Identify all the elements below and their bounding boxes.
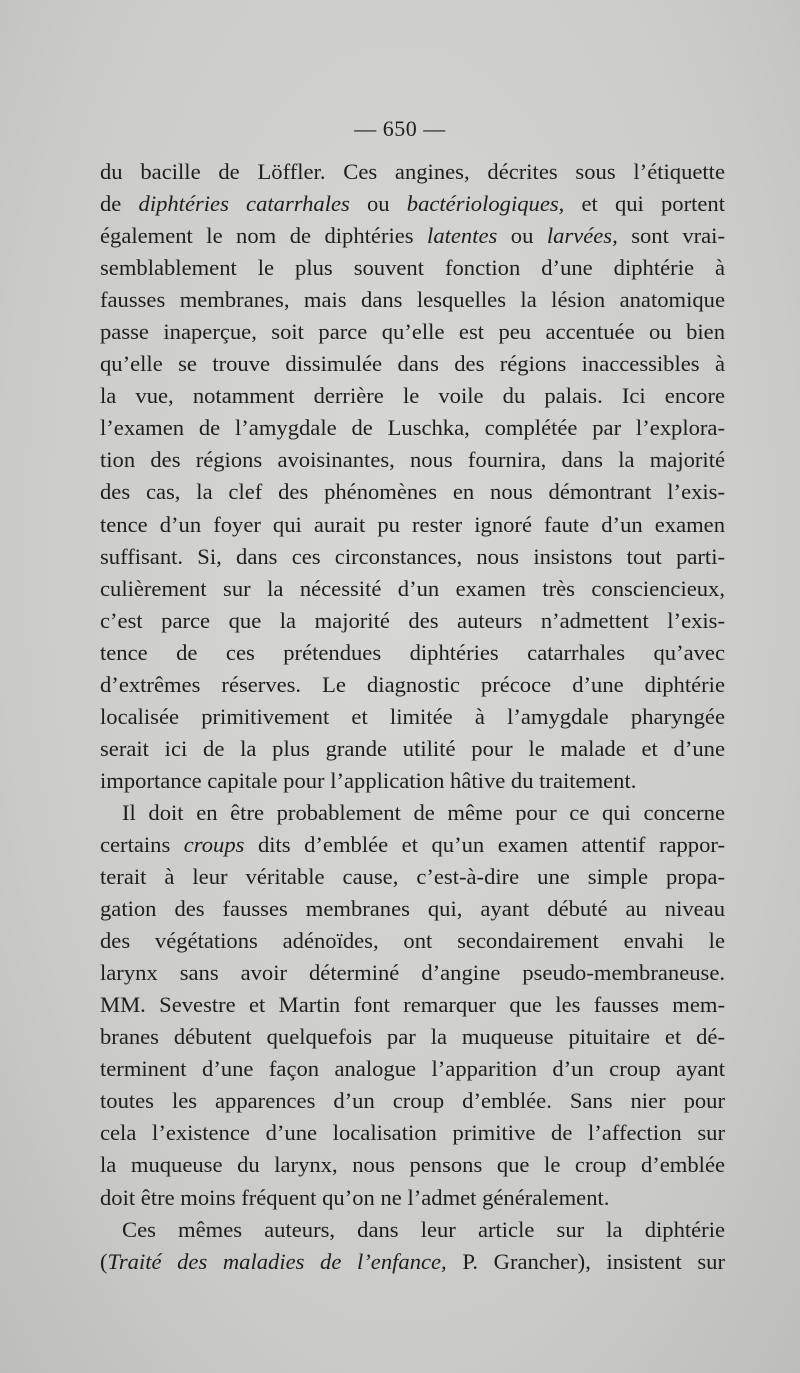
text-line <box>100 252 725 284</box>
text-run: des végétations adénoïdes, ont secondairement envahi le <box>100 928 725 954</box>
text-line <box>100 829 725 861</box>
text-run: larynx sans avoir déterminé d’angine pseudo-membraneuse. <box>100 960 725 986</box>
text-run: toutes les apparences d’un croup d’emblée. Sans nier pour <box>100 1088 725 1114</box>
text-run: serait ici de la plus grande utilité pour le malade et d’une <box>100 735 725 761</box>
text-line <box>100 348 725 380</box>
italic-run: croups <box>183 831 245 857</box>
text-run: importance capitale pour l’application hâtive du traitement. <box>100 767 637 793</box>
text-run: de <box>100 191 139 217</box>
text-line <box>100 989 725 1021</box>
text-line <box>100 765 725 797</box>
text-run: des cas, la clef des phénomènes en nous démontrant l’exis- <box>100 479 725 505</box>
text-line <box>100 957 725 989</box>
text-run: dits d’emblée et qu’un examen attentif rappor- <box>244 831 725 857</box>
text-run: terminent d’une façon analogue l’apparition d’un croup ayant <box>100 1056 725 1082</box>
text-line <box>100 220 725 252</box>
text-line <box>100 573 725 605</box>
text-run: culièrement sur la nécessité d’un examen très consciencieux, <box>100 575 725 601</box>
page-number: — 650 — <box>354 116 446 141</box>
text-line <box>100 1021 725 1053</box>
text-run: la muqueuse du larynx, nous pensons que le croup d’emblée <box>100 1152 725 1178</box>
text-line <box>100 509 725 541</box>
text-line <box>100 316 725 348</box>
text-run: Il doit en être probablement de même pour ce qui concerne <box>122 799 725 825</box>
text-line <box>100 1246 725 1278</box>
text-line <box>100 1117 725 1149</box>
text-line <box>100 1182 725 1214</box>
text-run: ou <box>349 191 407 217</box>
italic-run: Traité des maladies de l’enfance, <box>107 1248 447 1274</box>
text-line <box>100 541 725 573</box>
text-line <box>100 380 725 412</box>
italic-run: diphtéries catarrhales <box>138 191 350 217</box>
text-line <box>100 156 725 188</box>
text-line <box>100 669 725 701</box>
text-run: localisée primitivement et limitée à l’amygdale pharyngée <box>100 703 725 729</box>
text-run: tion des régions avoisinantes, nous fournira, dans la majorité <box>100 447 725 473</box>
text-run: également le nom de diphtéries <box>100 223 428 249</box>
text-line <box>100 1053 725 1085</box>
italic-run: bactériologiques, <box>406 191 565 217</box>
text-run: MM. Sevestre et Martin font remarquer que les fausses mem- <box>100 992 725 1018</box>
text-line <box>100 637 725 669</box>
text-line <box>100 188 725 220</box>
text-line <box>100 476 725 508</box>
text-run: tence de ces prétendues diphtéries catarrhales qu’avec <box>100 639 725 665</box>
text-run: certains <box>100 831 184 857</box>
text-run: fausses membranes, mais dans lesquelles la lésion anatomique <box>100 287 725 313</box>
text-run: passe inaperçue, soit parce qu’elle est peu accentuée ou bien <box>100 319 725 345</box>
text-run: P. Grancher), insistent sur <box>446 1248 726 1274</box>
text-run: qu’elle se trouve dissimulée dans des régions inaccessibles à <box>100 351 725 377</box>
text-run: terait à leur véritable cause, c’est-à-dire une simple propa- <box>100 864 725 890</box>
text-line <box>100 1149 725 1181</box>
text-line <box>100 1085 725 1117</box>
text-run: semblablement le plus souvent fonction d’une diphtérie à <box>100 255 725 281</box>
text-line <box>100 893 725 925</box>
text-run: ou <box>497 223 547 249</box>
text-line <box>100 701 725 733</box>
text-run: l’examen de l’amygdale de Luschka, complétée par l’explora- <box>100 415 725 441</box>
text-run: tence d’un foyer qui aurait pu rester ignoré faute d’un examen <box>100 511 725 537</box>
text-run: doit être moins fréquent qu’on ne l’admet généralement. <box>100 1184 610 1210</box>
text-line <box>100 1214 725 1246</box>
text-run: Ces mêmes auteurs, dans leur article sur la diphtérie <box>122 1216 725 1242</box>
text-line <box>100 444 725 476</box>
text-line <box>100 861 725 893</box>
text-run: d’extrêmes réserves. Le diagnostic précoce d’une diphtérie <box>100 671 725 697</box>
text-line <box>100 605 725 637</box>
text-run: suffisant. Si, dans ces circonstances, nous insistons tout parti- <box>100 543 725 569</box>
text-line <box>100 733 725 765</box>
text-run: gation des fausses membranes qui, ayant débuté au niveau <box>100 896 725 922</box>
text-run: cela l’existence d’une localisation primitive de l’affection sur <box>100 1120 725 1146</box>
text-run: la vue, notamment derrière le voile du palais. Ici encore <box>100 383 725 409</box>
italic-run: larvées, <box>546 223 618 249</box>
text-line <box>100 797 725 829</box>
text-run: c’est parce que la majorité des auteurs n’admettent l’exis- <box>100 607 725 633</box>
text-run: sont vrai- <box>617 223 725 249</box>
text-run: et qui portent <box>564 191 726 217</box>
text-run: branes débutent quelquefois par la muqueuse pituitaire et dé- <box>100 1024 725 1050</box>
text-run: du bacille de Löffler. Ces angines, décrites sous l’étiquette <box>100 159 725 184</box>
text-line <box>100 284 725 316</box>
text-run: ( <box>100 1248 108 1274</box>
body-text <box>100 156 725 1278</box>
text-line <box>100 412 725 444</box>
text-line <box>100 925 725 957</box>
italic-run: latentes <box>427 223 498 249</box>
